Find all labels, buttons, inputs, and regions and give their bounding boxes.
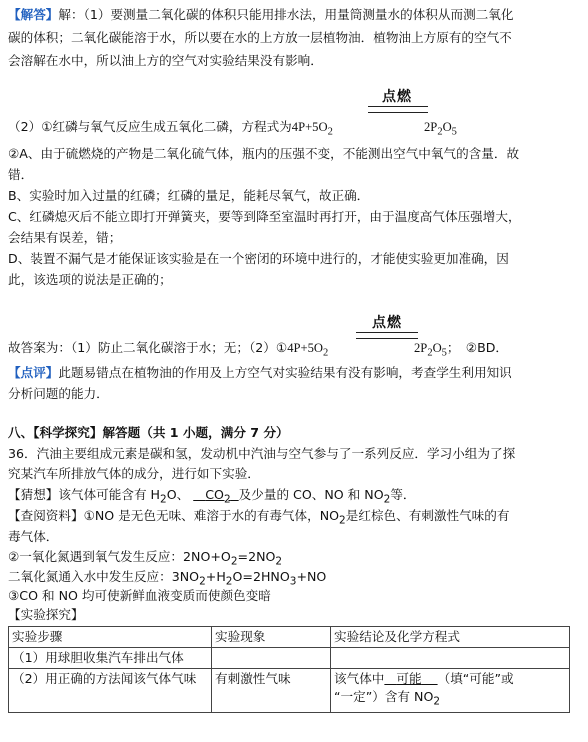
reference-line-2: 毒气体． (8, 529, 59, 544)
answer-line-3: 会溶解在水中，所以油上方的空气对实验结果没有影响． (8, 53, 323, 68)
reaction-condition-bar (356, 338, 418, 339)
hypothesis-tag: 【猜想】 (8, 487, 59, 502)
option-a-line-1: ②A、由于硫燃烧的产物是二氧化硫气体，瓶内的压强不变，不能测出空气中氧气的含量．故 (8, 146, 520, 161)
comment-tag: 【点评】 (8, 365, 59, 380)
reaction-condition-bar (356, 332, 418, 333)
experiment-tag: 【实验探究】 (8, 607, 84, 622)
hypothesis-blank: $CO_2$ (205, 487, 231, 506)
option-c-line-1: C、红磷熄灭后不能立即打开弹簧夹，要等到降至室温时再打开，由于温度高气体压强增大， (8, 209, 521, 224)
reaction-condition-bar (368, 106, 428, 107)
reference-tag: 【查阅资料】 (8, 508, 84, 523)
reaction-condition-bar (368, 112, 428, 113)
table-header-cell: 实验现象 (212, 627, 331, 648)
reaction-condition-label: 点燃 (382, 89, 412, 105)
equation-line-1: （2）①红磷与氧气反应生成五氧化二磷，方程式为$4P+5O_2$ (8, 119, 333, 138)
hypothesis-line: 【猜想】该气体可能含有 $H_2O$、 $CO_2$ 及少量的 CO、NO 和 $NO_2$等． (8, 487, 416, 506)
table-cell (212, 648, 331, 669)
table-row (9, 669, 570, 713)
final-answer-product: $2P_2O_5$； ②BD． (414, 340, 509, 359)
table-header-row (9, 627, 570, 648)
option-a-line-2: 错． (8, 167, 34, 182)
table-cell (331, 648, 570, 669)
answer-line-2: 碳的体积；二氧化碳能溶于水，所以要在水的上方放一层植物油．植物油上方原有的空气不 (8, 30, 512, 45)
table-header-cell: 实验结论及化学方程式 (331, 627, 570, 648)
table-cell: （1）用球胆收集汽车排出气体 (9, 648, 212, 669)
option-b-line: B、实验时加入过量的红磷；红磷的量足，能耗尽氧气，故正确． (8, 188, 370, 203)
table-row (9, 648, 570, 669)
comment-line-1: 【点评】此题易错点在植物油的作用及上方空气对实验结果有没有影响，考查学生利用知识 (8, 365, 512, 380)
reaction-line-2: 二氧化氮通入水中发生反应：$3NO_2+H_2O=2HNO_3+NO$ (8, 569, 327, 588)
table-header-cell: 实验步骤 (9, 627, 212, 648)
comment-line-2: 分析问题的能力． (8, 386, 109, 401)
reaction-condition-label: 点燃 (372, 315, 402, 331)
reaction-line-1: ②一氧化氮遇到氧气发生反应：$2NO+O_2=2NO_2$ (8, 549, 283, 568)
section-heading: 八、【科学探究】解答题（共 1 小题，满分 7 分） (8, 425, 289, 440)
question-line-1: 36．汽油主要组成元素是碳和氢，发动机中汽油与空气参与了一系列反应．学习小组为了探 (8, 446, 516, 461)
conclusion-blank: 可能 (396, 671, 422, 686)
equation-product: $2P_2O_5$ (424, 120, 457, 138)
option-c-line-2: 会结果有误差，错； (8, 230, 122, 245)
experiment-table (8, 626, 570, 713)
option-d-line-1: D、装置不漏气是才能保证该实验是在一个密闭的环境中进行的，才能使实验更加准确，因 (8, 251, 509, 266)
reference-line-3: ③CO 和 NO 均可使新鲜血液变质而使颜色变暗 (8, 588, 271, 603)
reference-line-1: 【查阅资料】①NO 是无色无味、难溶于水的有毒气体，$NO_2$是红棕色、有刺激性气味的有 (8, 508, 510, 527)
final-answer-line: 故答案为：（1）防止二氧化碳溶于水；无；$(2)①4P+5O_2$ (8, 340, 329, 359)
table-cell: （2）用正确的方法闻该气体气味 (9, 669, 212, 713)
answer-tag: 【解答】 (8, 7, 59, 22)
option-d-line-2: 此，该选项的说法是正确的； (8, 272, 172, 287)
answer-line-1: 【解答】解：（1）要测量二氧化碳的体积只能用排水法，用量筒测量水的体积从而测二氧化 (8, 7, 514, 22)
question-line-2: 究某汽车所排放气体的成分，进行如下实验． (8, 466, 260, 481)
table-cell: 有刺激性气味 (212, 669, 331, 713)
table-cell: 该气体中 可能 （填“可能”或 “一定”）含有 $NO_2$ (331, 669, 570, 713)
